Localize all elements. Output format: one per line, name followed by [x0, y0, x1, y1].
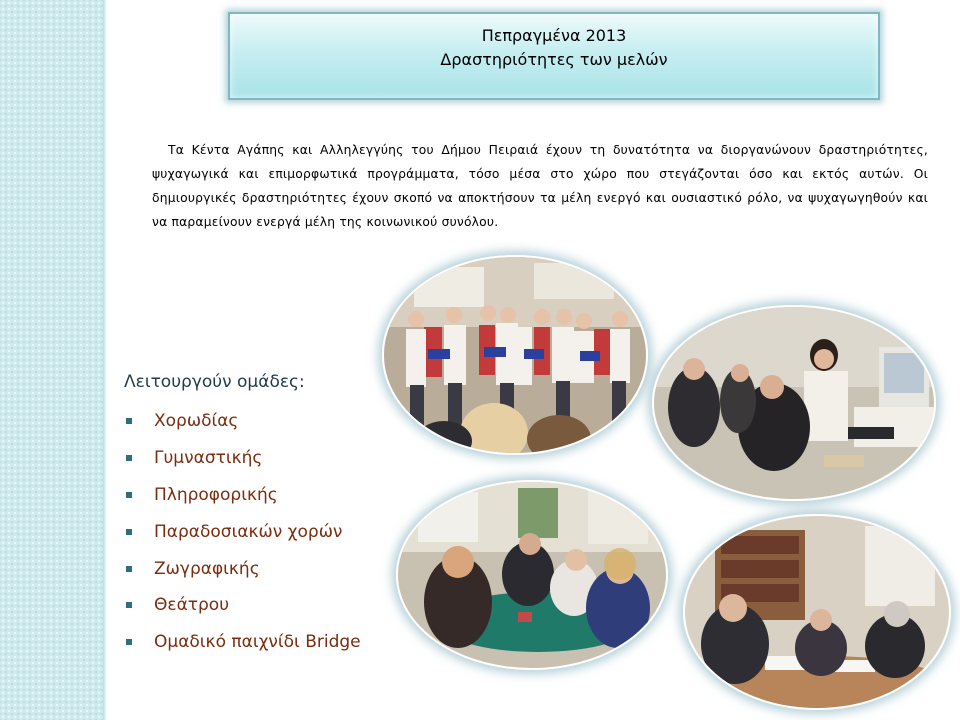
list-item [124, 477, 361, 514]
photo-painting-class [683, 514, 951, 710]
bullet-icon [126, 566, 132, 572]
page-title: Πεπραγμένα 2013 [481, 26, 627, 45]
photo-computer-class [652, 305, 936, 501]
photo-choir [382, 255, 648, 455]
group-label-computing: Πληροφορικής [154, 484, 278, 505]
group-label-bridge: Ομαδικό παιχνίδι Bridge [154, 632, 361, 653]
side-decorative-band [0, 0, 104, 720]
list-item [124, 403, 361, 440]
photo-card-game [396, 480, 668, 670]
card-game-scene [398, 482, 666, 668]
group-label-gymnastics: Γυμναστικής [154, 448, 263, 469]
list-item [124, 587, 361, 624]
intro-paragraph: Τα Κέντα Αγάπης και Αλληλεγγύης του Δήμου Πειραιά έχουν τη δυνατότητα να διοργανώνουν δραστηριότητες, ψυχαγωγικά και επιμορφωτικά προγράμματα, τόσο μέσα στο χώρο που στεγάζονται όσο και εκτός αυτών. Οι δημιουργικές δραστηριότητες έχουν σκοπό να αποκτήσουν τα μέλη ενεργό και ουσιαστικό ρόλο, να ψυχαγωγηθούν και να παραμείνουν ενεργά μέλη της κοινωνικού συνόλου. [152, 143, 928, 229]
bullet-icon [126, 492, 132, 498]
choir-scene [384, 257, 646, 453]
bullet-icon [126, 418, 132, 424]
group-label-traditional-dances: Παραδοσιακών χορών [154, 521, 343, 542]
painting-scene [685, 516, 949, 708]
list-item [124, 440, 361, 477]
bullet-icon [126, 602, 132, 608]
list-item [124, 513, 361, 550]
computer-scene [654, 307, 934, 499]
side-divider [103, 0, 107, 720]
bullet-icon [126, 455, 132, 461]
title-box [228, 12, 880, 100]
list-item [124, 550, 361, 587]
group-label-theatre: Θεάτρου [154, 595, 230, 616]
bullet-icon [126, 529, 132, 535]
page-subtitle: Δραστηριότητες των μελών [440, 50, 668, 69]
group-label-choir: Χορωδίας [154, 411, 239, 432]
bullet-icon [126, 639, 132, 645]
list-item [124, 624, 361, 661]
group-label-painting: Ζωγραφικής [154, 558, 260, 579]
groups-heading: Λειτουργούν ομάδες: [124, 372, 305, 392]
groups-list [124, 403, 361, 661]
